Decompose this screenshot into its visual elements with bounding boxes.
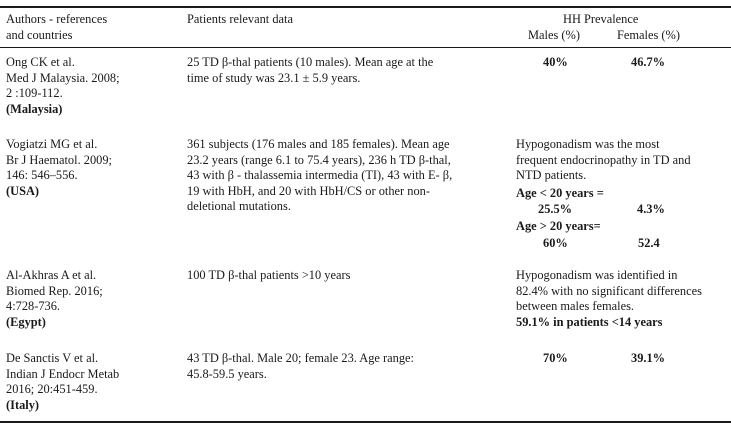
note-highlight: 59.1% in patients <14 years	[516, 314, 663, 329]
row-patients	[187, 351, 414, 382]
patients-line: 45.8-59.5 years.	[187, 366, 267, 381]
header-females: Females (%)	[617, 28, 680, 42]
row-patients	[187, 268, 350, 284]
reference-line: Al-Akhras A et al.	[6, 268, 97, 282]
row-patients	[187, 55, 433, 86]
header-authors-line: and countries	[6, 27, 73, 42]
reference-line: Biomed Rep. 2016;	[6, 283, 103, 298]
header-males: Males (%)	[528, 28, 580, 42]
country-label: (Malaysia)	[6, 101, 63, 116]
patients-line: 43 with β - thalassemia intermedia (TI), 43 with E- β,	[187, 168, 453, 182]
row-reference	[6, 137, 112, 199]
row-patients	[187, 137, 452, 215]
row-reference	[6, 55, 120, 117]
header-hh-prevalence: HH Prevalence	[563, 12, 639, 26]
age-under-20-label: Age < 20 years =	[516, 186, 604, 200]
header-rule	[0, 47, 731, 48]
age-over-20-males: 60%	[543, 236, 568, 250]
note-line: Hypogonadism was the most	[516, 137, 660, 151]
patients-line: deletional mutations.	[187, 199, 291, 213]
note-line: 82.4% with no significant differences	[516, 283, 702, 298]
males-value: 70%	[543, 351, 568, 365]
age-over-20-label: Age > 20 years=	[516, 219, 601, 233]
reference-line: 146: 546–556.	[6, 168, 78, 182]
patients-line: 361 subjects (176 males and 185 females). Mean age	[187, 137, 450, 151]
reference-line: Med J Malaysia. 2008;	[6, 70, 120, 85]
hh-note	[516, 137, 691, 184]
reference-line: Br J Haematol. 2009;	[6, 152, 112, 167]
patients-line: 25 TD β-thal patients (10 males). Mean age at the	[187, 55, 434, 69]
header-patients: Patients relevant data	[187, 12, 293, 26]
country-label: (USA)	[6, 183, 40, 198]
header-authors	[6, 12, 107, 43]
patients-line: time of study was 23.1 ± 5.9 years.	[187, 70, 361, 85]
reference-line: 4:728-736.	[6, 299, 61, 313]
row-reference	[6, 351, 119, 413]
country-label: (Italy)	[6, 397, 40, 412]
reference-line: De Sanctis V et al.	[6, 351, 99, 365]
row-reference	[6, 268, 103, 330]
reference-line: Ong CK et al.	[6, 55, 75, 69]
note-line: Hypogonadism was identified in	[516, 268, 678, 282]
age-over-20-females: 52.4	[638, 236, 660, 250]
patients-line: 19 with HbH, and 20 with HbH/CS or other non-	[187, 183, 430, 198]
females-value: 46.7%	[631, 55, 666, 69]
reference-line: 2 :109-112.	[6, 86, 63, 100]
age-under-20-males: 25.5%	[538, 202, 573, 216]
patients-line: 100 TD β-thal patients >10 years	[187, 268, 351, 282]
note-line: NTD patients.	[516, 168, 587, 182]
bottom-rule	[0, 421, 731, 423]
age-under-20-females: 4.3%	[637, 202, 665, 216]
males-value: 40%	[543, 55, 568, 69]
reference-line: Indian J Endocr Metab	[6, 366, 120, 381]
reference-line: 2016; 20:451-459.	[6, 382, 98, 396]
country-label: (Egypt)	[6, 314, 46, 329]
hh-note	[516, 268, 702, 330]
header-authors-line: Authors - references	[6, 12, 108, 26]
patients-line: 23.2 years (range 6.1 to 75.4 years), 236 h TD β-thal,	[187, 152, 451, 167]
patients-line: 43 TD β-thal. Male 20; female 23. Age range:	[187, 351, 414, 365]
note-line: frequent endocrinopathy in TD and	[516, 152, 691, 167]
note-line: between males females.	[516, 299, 635, 313]
females-value: 39.1%	[631, 351, 666, 365]
top-rule	[0, 6, 731, 8]
reference-line: Vogiatzi MG et al.	[6, 137, 98, 151]
